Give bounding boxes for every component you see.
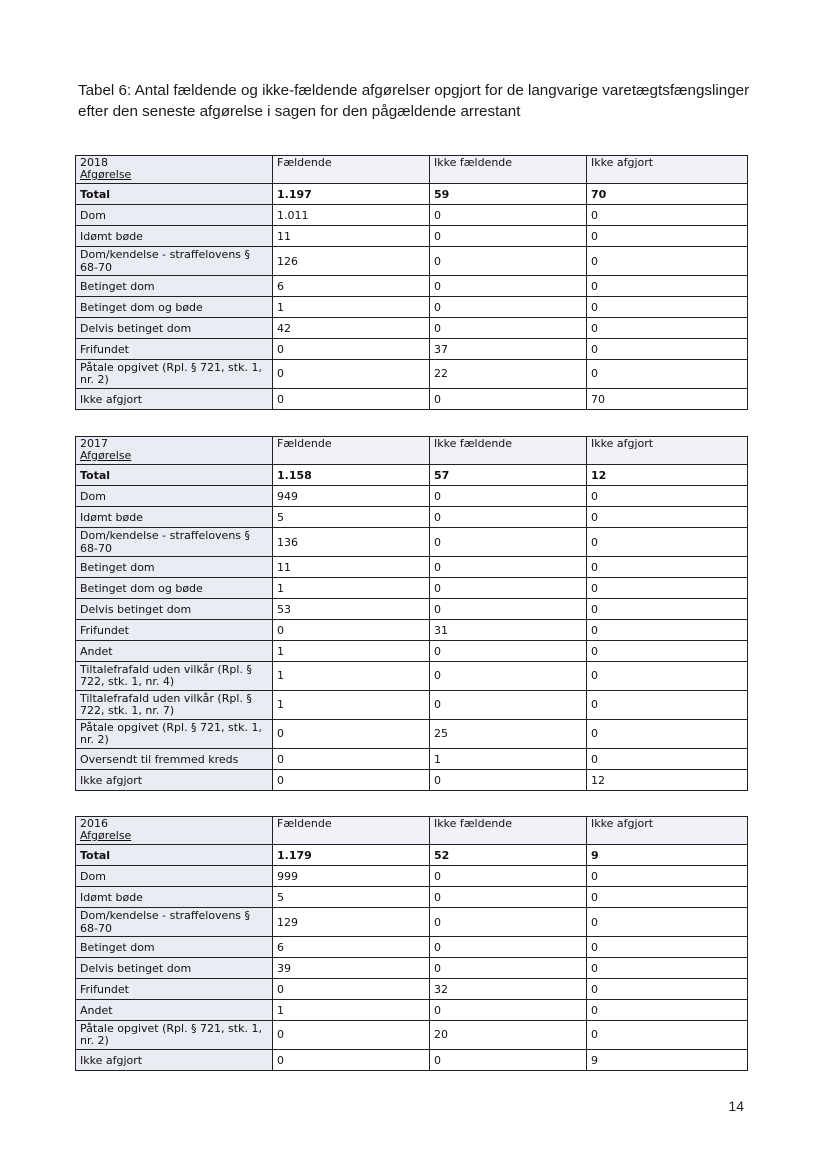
cell-value: 0 [587, 599, 748, 620]
cell-value: 0 [587, 866, 748, 887]
row-label: Idømt bøde [76, 226, 273, 247]
cell-value: 1 [273, 691, 430, 720]
cell-value: 1 [273, 578, 430, 599]
cell-value: 999 [273, 866, 430, 887]
cell-value: 1.179 [273, 845, 430, 866]
cell-value: 136 [273, 528, 430, 557]
row-label: Betinget dom og bøde [76, 297, 273, 318]
cell-value: 1 [430, 749, 587, 770]
cell-value: 0 [430, 226, 587, 247]
row-label: Dom [76, 866, 273, 887]
table-row [76, 360, 748, 389]
column-header: Ikke afgjort [587, 817, 748, 845]
table-header-row [76, 156, 748, 184]
row-label: Påtale opgivet (Rpl. § 721, stk. 1, nr. 2) [76, 360, 273, 389]
row-label: Oversendt til fremmed kreds [76, 749, 273, 770]
row-label: Dom/kendelse - straffelovens § 68-70 [76, 908, 273, 937]
row-label: Frifundet [76, 339, 273, 360]
table-year-cell [76, 437, 273, 465]
table-row [76, 557, 748, 578]
column-header: Fældende [273, 156, 430, 184]
cell-value: 70 [587, 389, 748, 410]
cell-value: 25 [430, 720, 587, 749]
row-label: Betinget dom [76, 276, 273, 297]
table-row [76, 749, 748, 770]
cell-value: 0 [430, 641, 587, 662]
table-row [76, 276, 748, 297]
table-row [76, 318, 748, 339]
cell-value: 0 [430, 958, 587, 979]
cell-value: 949 [273, 486, 430, 507]
cell-value: 0 [430, 887, 587, 908]
cell-value: 31 [430, 620, 587, 641]
cell-value: 1.011 [273, 205, 430, 226]
table-header-row [76, 817, 748, 845]
cell-value: 0 [430, 276, 587, 297]
cell-value: 0 [430, 318, 587, 339]
table-row [76, 339, 748, 360]
row-label: Andet [76, 1000, 273, 1021]
cell-value: 5 [273, 507, 430, 528]
row-header-label: Afgørelse [80, 829, 132, 842]
page-number: 14 [728, 1098, 744, 1114]
cell-value: 0 [430, 1000, 587, 1021]
cell-value: 0 [430, 486, 587, 507]
cell-value: 11 [273, 557, 430, 578]
cell-value: 0 [587, 691, 748, 720]
row-header-label: Afgørelse [80, 449, 132, 462]
cell-value: 52 [430, 845, 587, 866]
cell-value: 0 [587, 749, 748, 770]
column-header: Ikke afgjort [587, 437, 748, 465]
table-row [76, 507, 748, 528]
cell-value: 0 [273, 339, 430, 360]
cell-value: 20 [430, 1021, 587, 1050]
cell-value: 0 [587, 318, 748, 339]
cell-value: 0 [587, 578, 748, 599]
cell-value: 0 [430, 866, 587, 887]
row-label: Påtale opgivet (Rpl. § 721, stk. 1, nr. 2) [76, 1021, 273, 1050]
table-row [76, 908, 748, 937]
table-row [76, 979, 748, 1000]
table-row [76, 720, 748, 749]
row-label: Delvis betinget dom [76, 599, 273, 620]
table-row [76, 599, 748, 620]
cell-value: 0 [430, 205, 587, 226]
table-2018 [75, 155, 748, 410]
total-row [76, 845, 748, 866]
row-label: Idømt bøde [76, 887, 273, 908]
row-label: Total [76, 845, 273, 866]
row-label: Dom [76, 205, 273, 226]
cell-value: 0 [587, 887, 748, 908]
cell-value: 59 [430, 184, 587, 205]
cell-value: 0 [587, 1021, 748, 1050]
row-label: Betinget dom og bøde [76, 578, 273, 599]
table-row [76, 1021, 748, 1050]
table-row [76, 1050, 748, 1071]
column-header: Fældende [273, 437, 430, 465]
cell-value: 129 [273, 908, 430, 937]
cell-value: 37 [430, 339, 587, 360]
cell-value: 53 [273, 599, 430, 620]
cell-value: 0 [430, 691, 587, 720]
cell-value: 0 [430, 528, 587, 557]
cell-value: 0 [587, 908, 748, 937]
cell-value: 0 [430, 389, 587, 410]
column-header: Fældende [273, 817, 430, 845]
row-label: Total [76, 184, 273, 205]
table-row [76, 937, 748, 958]
cell-value: 0 [587, 979, 748, 1000]
row-label: Tiltalefrafald uden vilkår (Rpl. § 722, stk. 1, nr. 7) [76, 691, 273, 720]
cell-value: 0 [587, 226, 748, 247]
table-row [76, 578, 748, 599]
cell-value: 126 [273, 247, 430, 276]
cell-value: 0 [587, 557, 748, 578]
table-row [76, 389, 748, 410]
column-header: Ikke afgjort [587, 156, 748, 184]
total-row [76, 184, 748, 205]
cell-value: 0 [587, 360, 748, 389]
table-row [76, 1000, 748, 1021]
cell-value: 1.158 [273, 465, 430, 486]
cell-value: 0 [587, 486, 748, 507]
table-2016 [75, 816, 748, 1071]
row-label: Påtale opgivet (Rpl. § 721, stk. 1, nr. 2) [76, 720, 273, 749]
cell-value: 6 [273, 937, 430, 958]
table-row [76, 247, 748, 276]
table-row [76, 641, 748, 662]
table-row [76, 205, 748, 226]
table-row [76, 620, 748, 641]
row-label: Betinget dom [76, 557, 273, 578]
cell-value: 42 [273, 318, 430, 339]
cell-value: 1 [273, 297, 430, 318]
table-row [76, 770, 748, 791]
cell-value: 12 [587, 465, 748, 486]
cell-value: 12 [587, 770, 748, 791]
row-label: Idømt bøde [76, 507, 273, 528]
table-row [76, 486, 748, 507]
cell-value: 9 [587, 845, 748, 866]
cell-value: 0 [587, 276, 748, 297]
cell-value: 0 [430, 937, 587, 958]
cell-value: 6 [273, 276, 430, 297]
table-row [76, 866, 748, 887]
cell-value: 0 [273, 979, 430, 1000]
cell-value: 32 [430, 979, 587, 1000]
cell-value: 9 [587, 1050, 748, 1071]
cell-value: 0 [430, 578, 587, 599]
cell-value: 0 [273, 360, 430, 389]
row-label: Frifundet [76, 979, 273, 1000]
row-label: Frifundet [76, 620, 273, 641]
cell-value: 0 [587, 641, 748, 662]
table-row [76, 958, 748, 979]
cell-value: 11 [273, 226, 430, 247]
row-label: Betinget dom [76, 937, 273, 958]
column-header: Ikke fældende [430, 437, 587, 465]
cell-value: 0 [430, 247, 587, 276]
cell-value: 0 [587, 620, 748, 641]
cell-value: 0 [587, 205, 748, 226]
table-year: 2016 [80, 817, 108, 830]
total-row [76, 465, 748, 486]
cell-value: 0 [587, 247, 748, 276]
row-label: Dom/kendelse - straffelovens § 68-70 [76, 528, 273, 557]
cell-value: 0 [273, 720, 430, 749]
cell-value: 0 [430, 662, 587, 691]
table-year: 2018 [80, 156, 108, 169]
page-title: Tabel 6: Antal fældende og ikke-fældende afgørelser opgjort for de langvarige varetægtsfængslinger efter den seneste afgørelse i sagen for den pågældende arrestant [78, 82, 750, 120]
cell-value: 0 [587, 720, 748, 749]
cell-value: 57 [430, 465, 587, 486]
cell-value: 0 [587, 528, 748, 557]
table-2017 [75, 436, 748, 791]
table-row [76, 297, 748, 318]
row-label: Dom/kendelse - straffelovens § 68-70 [76, 247, 273, 276]
table-row [76, 226, 748, 247]
cell-value: 39 [273, 958, 430, 979]
cell-value: 1 [273, 641, 430, 662]
table-year: 2017 [80, 437, 108, 450]
row-label: Delvis betinget dom [76, 318, 273, 339]
cell-value: 22 [430, 360, 587, 389]
cell-value: 0 [273, 620, 430, 641]
cell-value: 0 [430, 908, 587, 937]
cell-value: 0 [273, 770, 430, 791]
cell-value: 0 [587, 507, 748, 528]
cell-value: 1.197 [273, 184, 430, 205]
row-label: Ikke afgjort [76, 389, 273, 410]
cell-value: 0 [430, 770, 587, 791]
cell-value: 0 [273, 1021, 430, 1050]
cell-value: 0 [430, 599, 587, 620]
cell-value: 0 [587, 958, 748, 979]
cell-value: 5 [273, 887, 430, 908]
cell-value: 0 [430, 507, 587, 528]
table-row [76, 691, 748, 720]
cell-value: 70 [587, 184, 748, 205]
column-header: Ikke fældende [430, 817, 587, 845]
cell-value: 0 [587, 1000, 748, 1021]
row-label: Andet [76, 641, 273, 662]
cell-value: 0 [587, 937, 748, 958]
cell-value: 0 [587, 297, 748, 318]
table-year-cell [76, 156, 273, 184]
table-row [76, 528, 748, 557]
cell-value: 0 [273, 1050, 430, 1071]
cell-value: 0 [273, 389, 430, 410]
row-label: Delvis betinget dom [76, 958, 273, 979]
table-year-cell [76, 817, 273, 845]
row-label: Ikke afgjort [76, 1050, 273, 1071]
table-row [76, 662, 748, 691]
table-row [76, 887, 748, 908]
cell-value: 0 [430, 1050, 587, 1071]
row-label: Tiltalefrafald uden vilkår (Rpl. § 722, stk. 1, nr. 4) [76, 662, 273, 691]
row-label: Total [76, 465, 273, 486]
row-label: Ikke afgjort [76, 770, 273, 791]
cell-value: 1 [273, 1000, 430, 1021]
table-header-row [76, 437, 748, 465]
cell-value: 0 [430, 557, 587, 578]
cell-value: 0 [587, 339, 748, 360]
column-header: Ikke fældende [430, 156, 587, 184]
cell-value: 0 [430, 297, 587, 318]
cell-value: 1 [273, 662, 430, 691]
row-header-label: Afgørelse [80, 168, 132, 181]
cell-value: 0 [273, 749, 430, 770]
row-label: Dom [76, 486, 273, 507]
cell-value: 0 [587, 662, 748, 691]
